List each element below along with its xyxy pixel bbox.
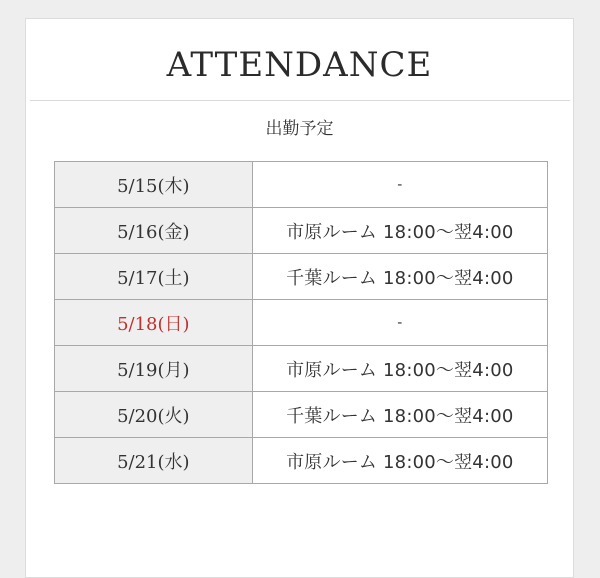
schedule-row: [55, 162, 548, 208]
attendance-schedule-table: [54, 161, 548, 484]
schedule-row: [55, 300, 548, 346]
schedule-subtitle: 出勤予定: [265, 119, 334, 139]
schedule-slot: 市原ルーム 18:00〜翌4:00: [252, 346, 547, 392]
schedule-date: 5/15(木): [55, 162, 253, 208]
schedule-row: [55, 254, 548, 300]
schedule-row: [55, 208, 548, 254]
title-divider: [30, 100, 570, 101]
schedule-date: 5/16(金): [55, 208, 253, 254]
schedule-row: [55, 438, 548, 484]
page-title: ATTENDANCE: [166, 45, 433, 85]
schedule-row: [55, 346, 548, 392]
schedule-date: 5/19(月): [55, 346, 253, 392]
schedule-slot: 千葉ルーム 18:00〜翌4:00: [252, 392, 547, 438]
schedule-slot: 市原ルーム 18:00〜翌4:00: [252, 438, 547, 484]
schedule-date: 5/17(土): [55, 254, 253, 300]
schedule-date-holiday: 5/18(日): [55, 300, 253, 346]
schedule-slot: 市原ルーム 18:00〜翌4:00: [252, 208, 547, 254]
schedule-date: 5/20(火): [55, 392, 253, 438]
schedule-slot: -: [252, 162, 547, 208]
schedule-slot: 千葉ルーム 18:00〜翌4:00: [252, 254, 547, 300]
attendance-card: [25, 18, 574, 578]
schedule-slot: -: [252, 300, 547, 346]
schedule-row: [55, 392, 548, 438]
schedule-date: 5/21(水): [55, 438, 253, 484]
